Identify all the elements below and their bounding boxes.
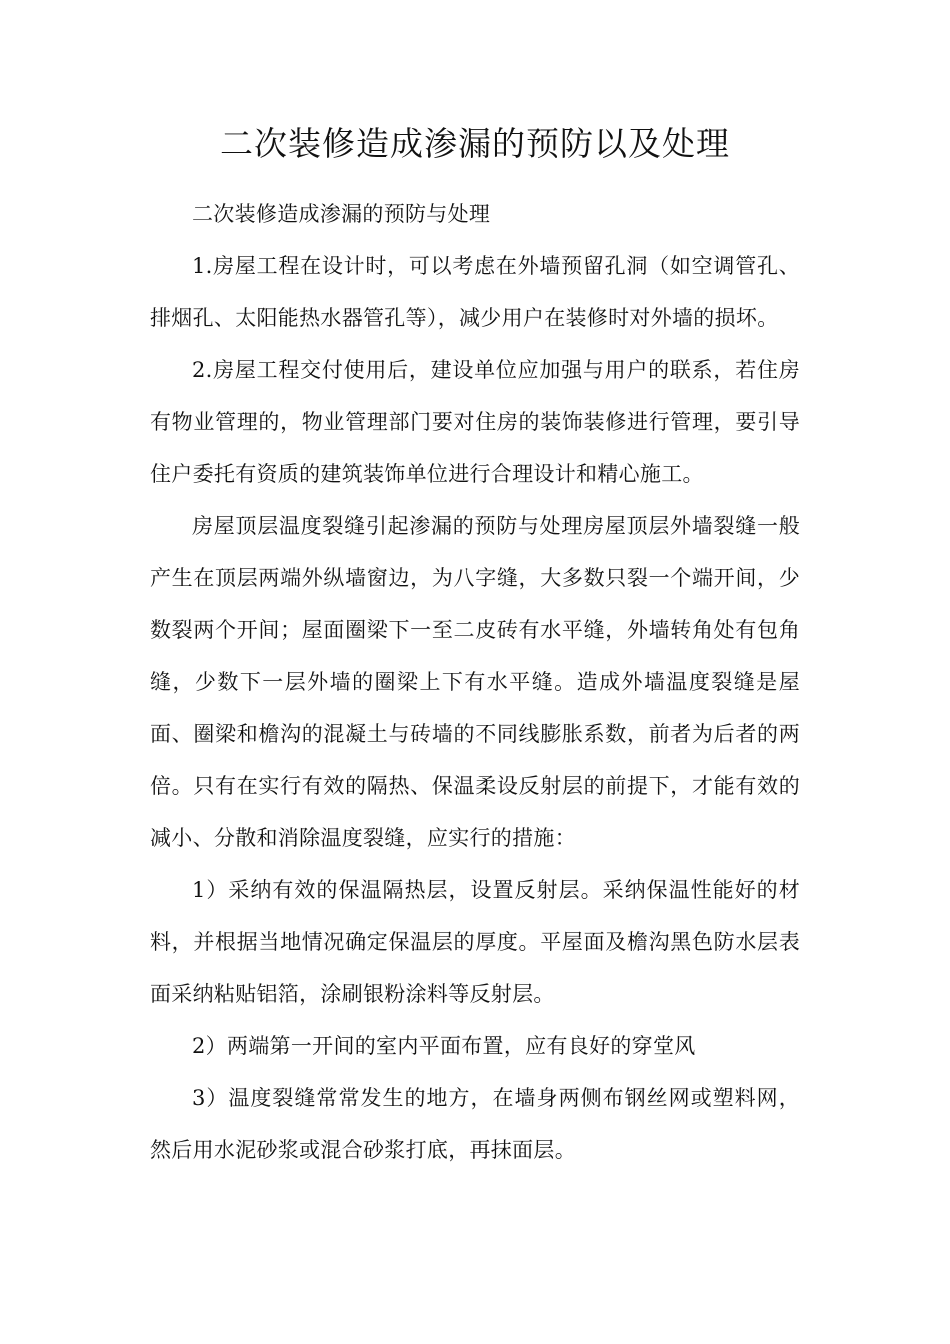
paragraph-measure-3: 3）温度裂缝常常发生的地方，在墙身两侧布钢丝网或塑料网，然后用水泥砂浆或混合砂浆打底，再抹面层。 — [150, 1086, 800, 1162]
paragraph-measure-2: 2）两端第一开间的室内平面布置，应有良好的穿堂风 — [192, 1034, 696, 1058]
document-title: 二次装修造成渗漏的预防以及处理 — [220, 124, 730, 163]
document-body — [150, 188, 800, 1176]
paragraph-item-1: 1.房屋工程在设计时，可以考虑在外墙预留孔洞（如空调管孔、排烟孔、太阳能热水器管孔等），减少用户在装修时对外墙的损坏。 — [150, 254, 800, 330]
section-heading: 二次装修造成渗漏的预防与处理 — [192, 202, 491, 226]
paragraph-item-2: 2.房屋工程交付使用后，建设单位应加强与用户的联系，若住房有物业管理的，物业管理部门要对住房的装饰装修进行管理，要引导住户委托有资质的建筑装饰单位进行合理设计和精心施工。 — [150, 358, 800, 486]
paragraph-measure-1: 1）采纳有效的保温隔热层，设置反射层。采纳保温性能好的材料，并根据当地情况确定保温层的厚度。平屋面及檐沟黑色防水层表面采纳粘贴铝箔，涂刷银粉涂料等反射层。 — [150, 878, 800, 1006]
paragraph-roof-cracks: 房屋顶层温度裂缝引起渗漏的预防与处理房屋顶层外墙裂缝一般产生在顶层两端外纵墙窗边，为八字缝，大多数只裂一个端开间，少数裂两个开间；屋面圈梁下一至二皮砖有水平缝，外墙转角处有包角缝，少数下一层外墙的圈梁上下有水平缝。造成外墙温度裂缝是屋面、圈梁和檐沟的混凝土与砖墙的不同线膨胀系数，前者为后者的两倍。只有在实行有效的隔热、保温柔设反射层的前提下，才能有效的减小、分散和消除温度裂缝，应实行的措施： — [150, 514, 800, 850]
